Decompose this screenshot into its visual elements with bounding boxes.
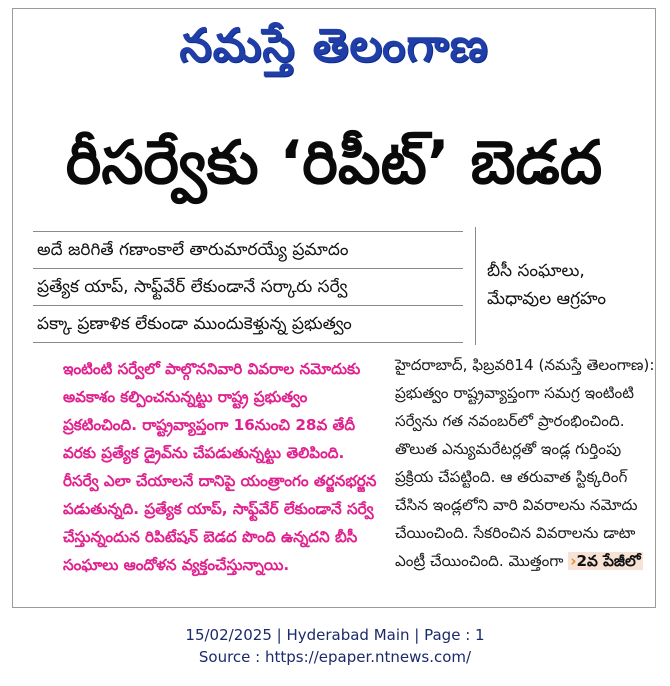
subheadline: అదే జరిగితే గణాంకాలే తారుమారయ్యే ప్రమాదం <box>33 231 463 269</box>
headline: రీసర్వేకు ‘రిపీట్’ బెడద <box>65 128 603 198</box>
side-deck-line: మేధావుల ఆగ్రహం <box>487 289 607 309</box>
subheadline: ప్రత్యేక యాప్, సాఫ్ట్‌వేర్ లేకుండానే సర్కారు సర్వే <box>33 269 463 306</box>
arrow-right-icon: › <box>570 552 577 570</box>
highlight-paragraph <box>63 355 381 607</box>
subheadline-list <box>33 231 463 343</box>
side-deck <box>487 257 657 313</box>
source-footer <box>0 624 670 668</box>
side-deck-line: బీసీ సంఘాలు, <box>487 261 585 281</box>
continuation-label: 2వ పేజీలో <box>576 552 641 570</box>
footer-date-line: 15/02/2025 | Hyderabad Main | Page : 1 <box>185 626 485 644</box>
article-body <box>395 351 657 611</box>
article-text <box>395 351 657 575</box>
footer-source-line[interactable]: Source : https://epaper.ntnews.com/ <box>198 648 472 666</box>
continuation-marker[interactable] <box>568 552 642 570</box>
column-divider <box>475 227 476 345</box>
subheadline: పక్కా ప్రణాళిక లేకుండా ముందుకెళ్తున్న ప్రభుత్వం <box>33 306 463 343</box>
newspaper-masthead: నమస్తే తెలంగాణ <box>179 18 489 72</box>
body-text: హైదరాబాద్, ఫిబ్రవరి14 (నమస్తే తెలంగాణ): ప్రభుత్వం రాష్ట్రవ్యాప్తంగా సమగ్ర ఇంటింటి సర్వేను గత నవంబర్‌లో ప్రారంభించింది. తొలుత ఎన్యుమరేటర్లతో ఇండ్ల గుర్తింపు ప్రక్రియ చేపట్టింది. ఆ తరువాత స్టిక్కరింగ్ చేసిన ఇండ్లలోని వారి వివరాలను నమోదు చేయించింది. సేకరించిన వివరాలను డాటా ఎంట్రీ చేయించింది. మొత్తంగా <box>395 356 655 570</box>
highlight-text: ఇంటింటి సర్వేలో పాల్గొననివారి వివరాల నమోదుకు అవకాశం కల్పించనున్నట్టు రాష్ట్ర ప్రభుత్వం ప్రకటించింది. రాష్ట్రవ్యాప్తంగా 16నుంచి 28వ తేదీ వరకు ప్రత్యేక డ్రైవ్‌ను చేపడుతున్నట్టు తెలిపింది. రీసర్వే ఎలా చేయాలనే దానిపై యంత్రాంగం తర్జనభర్జన పడుతున్నది. ప్రత్యేక యాప్, సాఫ్ట్‌వేర్ లేకుండానే సర్వే చేస్తున్నందున రిపిటేషన్ బెడద పొంది ఉన్నదని బీసీ సంఘాలు ఆందోళన వ్యక్తంచేస్తున్నాయి. <box>63 360 377 574</box>
newspaper-clipping <box>12 8 656 608</box>
